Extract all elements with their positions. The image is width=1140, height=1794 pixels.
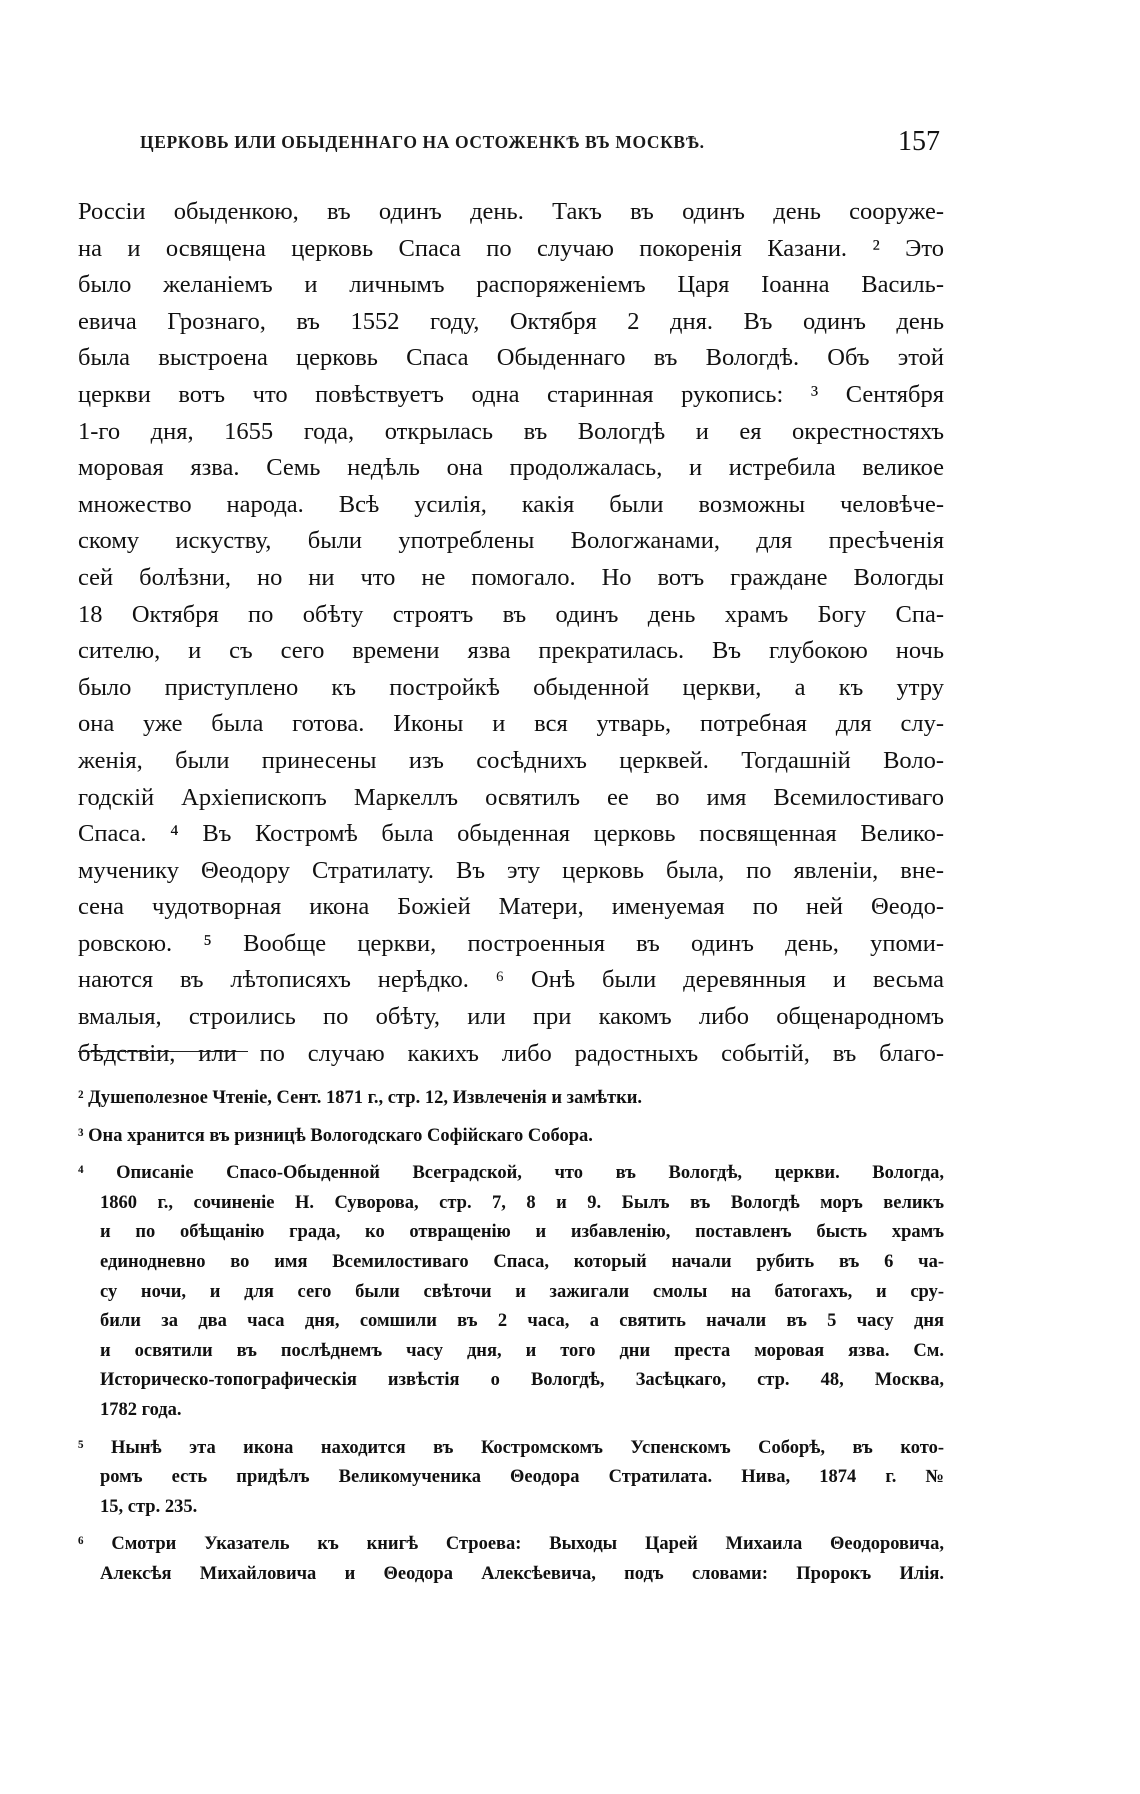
main-text bbox=[78, 194, 944, 1072]
text-line: было желаніемъ и личнымъ распоряженіемъ Царя Іоанна Василь- bbox=[78, 271, 944, 299]
footnote-line: ³ Она хранится въ ризницѣ Вологодскаго Софійскаго Собора. bbox=[78, 1125, 593, 1146]
running-title: ЦЕРКОВЬ ИЛИ ОБЫДЕННАГО НА ОСТОЖЕНКѢ ВЪ МОСКВѢ. bbox=[140, 132, 705, 152]
footnote-line: и освятили въ послѣднемъ часу дня, и того дни преста моровая язва. См. bbox=[100, 1340, 944, 1361]
footnote-line: ромъ есть придѣлъ Великомученика Θеодора Стратилата. Нива, 1874 г. № bbox=[100, 1467, 944, 1488]
footnote-4 bbox=[78, 1159, 944, 1425]
text-line: 18 Октября по обѣту строятъ въ одинъ день храмъ Богу Спа- bbox=[78, 600, 944, 628]
text-line: скому искуству, были употреблены Вологжанами, для пресѣченія bbox=[78, 527, 944, 555]
text-line: Спаса. ⁴ Въ Костромѣ была обыденная церковь посвященная Велико- bbox=[78, 820, 944, 848]
text-line: мученику Θеодору Стратилату. Въ эту церковь была, по явленіи, вне- bbox=[78, 856, 944, 884]
footnote-2 bbox=[78, 1084, 944, 1114]
footnote-line: ⁴ Описаніе Спасо-Обыденной Всеградской, что въ Вологдѣ, церкви. Вологда, bbox=[78, 1163, 944, 1184]
text-line: на и освящена церковь Спаса по случаю покоренія Казани. ² Это bbox=[78, 234, 944, 262]
footnote-6 bbox=[78, 1530, 944, 1589]
text-line: она уже была готова. Иконы и вся утварь, потребная для слу- bbox=[78, 710, 944, 738]
footnote-line: ⁶ Смотри Указатель къ книгѣ Строева: Выходы Царей Михаила Θеодоровича, bbox=[78, 1534, 944, 1555]
footnote-separator bbox=[78, 1051, 248, 1052]
text-line: ровскою. ⁵ Вообще церкви, построенныя въ одинъ день, упоми- bbox=[78, 929, 944, 957]
footnote-line: 15, стр. 235. bbox=[100, 1496, 198, 1517]
footnote-line: 1782 года. bbox=[100, 1399, 182, 1420]
text-line: Россіи обыденкою, въ одинъ день. Такъ въ одинъ день сооруже- bbox=[78, 198, 944, 225]
text-line: наются въ лѣтописяхъ нерѣдко. ⁶ Онѣ были деревянныя и весьма bbox=[78, 966, 944, 994]
footnote-line: единодневно во имя Всемилостиваго Спаса, который начали рубить въ 6 ча- bbox=[100, 1251, 944, 1272]
footnote-line: Алексѣя Михайловича и Θеодора Алексѣевича, подъ словами: Пророкъ Илія. bbox=[100, 1563, 944, 1584]
page-number: 157 bbox=[898, 126, 940, 157]
running-head bbox=[140, 126, 940, 162]
footnote-5 bbox=[78, 1434, 944, 1523]
footnote-line: ⁵ Нынѣ эта икона находится въ Костромскомъ Успенскомъ Соборѣ, въ кото- bbox=[78, 1437, 944, 1458]
text-line: множество народа. Всѣ усилія, какія были возможны человѣче- bbox=[78, 490, 944, 518]
footnote-line: су ночи, и для сего были свѣточи и зажигали смолы на батогахъ, и сру- bbox=[100, 1281, 944, 1302]
text-line: сена чудотворная икона Божіей Матери, именуемая по ней Θеодо- bbox=[78, 893, 944, 921]
text-line: евича Грознаго, въ 1552 году, Октября 2 дня. Въ одинъ день bbox=[78, 307, 944, 335]
text-line: годскій Архіепископъ Маркеллъ освятилъ ее во имя Всемилостиваго bbox=[78, 783, 944, 811]
text-line: была выстроена церковь Спаса Обыденнаго въ Вологдѣ. Объ этой bbox=[78, 344, 944, 372]
text-line: сителю, и съ сего времени язва прекратилась. Въ глубокою ночь bbox=[78, 637, 944, 665]
text-line: женія, были принесены изъ сосѣднихъ церквей. Тогдашній Воло- bbox=[78, 746, 944, 774]
text-line: вмалыя, строились по обѣту, или при какомъ либо общенародномъ bbox=[78, 1003, 944, 1031]
footnote-3 bbox=[78, 1122, 944, 1152]
footnote-line: 1860 г., сочиненіе Н. Суворова, стр. 7, 8 и 9. Былъ въ Вологдѣ моръ великъ bbox=[100, 1192, 944, 1213]
footnote-line: ² Душеполезное Чтеніе, Сент. 1871 г., стр. 12, Извлеченія и замѣтки. bbox=[78, 1088, 643, 1108]
text-line: было приступлено къ постройкѣ обыденной церкви, а къ утру bbox=[78, 673, 944, 701]
footnote-line: и по обѣщанію града, ко отвращенію и избавленію, поставленъ бысть храмъ bbox=[100, 1222, 944, 1243]
footnote-line: Историческо-топографическія извѣстія о Вологдѣ, Засѣцкаго, стр. 48, Москва, bbox=[100, 1370, 944, 1391]
text-line: 1-го дня, 1655 года, открылась въ Вологдѣ и ея окрестностяхъ bbox=[78, 417, 944, 445]
text-line: сей болѣзни, но ни что не помогало. Но вотъ граждане Вологды bbox=[78, 563, 944, 591]
text-line: бѣдствіи, или по случаю какихъ либо радостныхъ событій, въ благо- bbox=[78, 1039, 944, 1067]
text-line: моровая язва. Семь недѣль она продолжалась, и истребила великое bbox=[78, 454, 944, 482]
text-line: церкви вотъ что повѣствуетъ одна старинная рукопись: ³ Сентября bbox=[78, 380, 944, 408]
footnote-line: били за два часа дня, сомшили въ 2 часа, а святить начали въ 5 часу дня bbox=[100, 1311, 944, 1332]
footnotes bbox=[78, 1084, 944, 1590]
